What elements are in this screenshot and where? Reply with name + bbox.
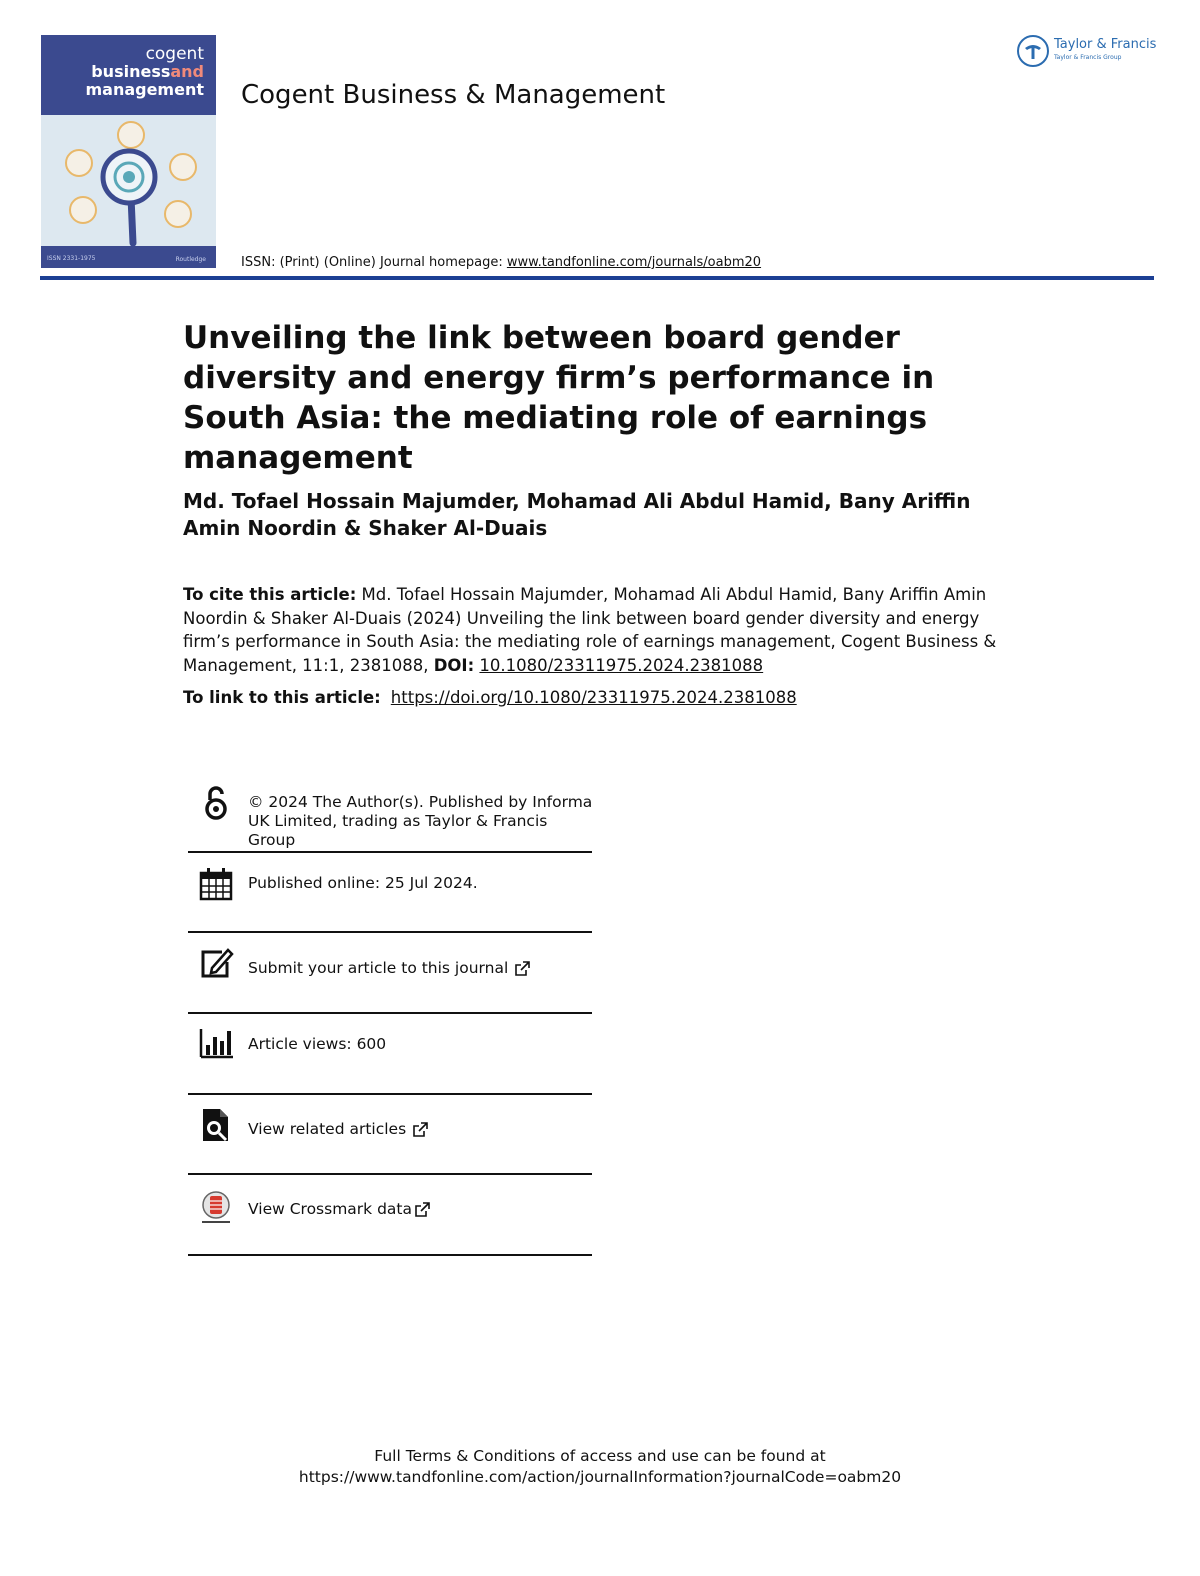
edit-document-icon	[198, 946, 234, 982]
cover-brand	[85, 45, 204, 99]
article-link-line	[183, 688, 797, 707]
cover-circle-right	[170, 154, 196, 180]
info-divider	[188, 931, 592, 933]
published-row	[190, 866, 592, 916]
info-divider	[188, 1173, 592, 1175]
header-rule	[40, 276, 1154, 280]
cover-brand-and: and	[170, 62, 204, 81]
info-divider	[188, 851, 592, 853]
related-articles-link[interactable]: View related articles	[248, 1120, 407, 1138]
journal-cover	[41, 35, 216, 268]
cite-text: Md. Tofael Hossain Majumder, Mohamad Ali Abdul Hamid, Bany Ariffin Amin Noordin & Shaker Al-Duais (2024) Unveiling the link between board gender diversity and energy firm’s performance in South Asia: the mediating role of earnings management, Cogent Business & Management, 11:1, 2381088,	[183, 585, 997, 675]
cover-brand-line1: cogent	[145, 44, 204, 64]
issn-text: ISSN: (Print) (Online) Journal homepage:	[241, 255, 507, 270]
journal-homepage-link[interactable]: www.tandfonline.com/journals/oabm20	[506, 255, 762, 270]
cover-issn: ISSN 2331-1975	[47, 255, 96, 262]
info-divider	[188, 1093, 592, 1095]
terms-url[interactable]: https://www.tandfonline.com/action/journalInformation?journalCode=oabm20	[298, 1468, 902, 1486]
published-text: Published online: 25 Jul 2024.	[248, 874, 478, 892]
info-divider	[188, 1254, 592, 1256]
bar-chart-icon	[198, 1025, 234, 1061]
related-row[interactable]	[190, 1107, 592, 1157]
cover-circle-bottom-right	[165, 201, 191, 227]
cover-circle-left	[66, 150, 92, 176]
license-row	[190, 785, 592, 847]
publisher-name: Taylor & Francis	[1054, 37, 1157, 52]
doi-link[interactable]: 10.1080/23311975.2024.2381088	[479, 655, 764, 675]
info-divider	[188, 1012, 592, 1014]
cover-circle-bottom-left	[70, 197, 96, 223]
journal-name: Cogent Business & Management	[241, 80, 666, 110]
terms-footer	[0, 1446, 1200, 1488]
external-link-icon	[412, 1122, 428, 1138]
submit-row[interactable]	[190, 946, 592, 996]
cover-brand-line3: management	[85, 80, 204, 99]
article-title: Unveiling the link between board gender diversity and energy firm’s performance in South Asia: the mediating role of earnings management	[183, 320, 935, 476]
views-row	[190, 1025, 592, 1075]
issn-line	[241, 255, 761, 270]
open-access-icon	[198, 785, 234, 821]
external-link-icon	[414, 1202, 430, 1218]
doi-label: DOI:	[433, 655, 475, 675]
taylor-francis-logo[interactable]	[1016, 34, 1161, 70]
cover-circle-top	[118, 122, 144, 148]
cover-publisher-logo: Routledge	[175, 256, 206, 263]
calendar-icon	[198, 866, 234, 902]
citation	[183, 583, 1013, 677]
article-url-link[interactable]: https://doi.org/10.1080/23311975.2024.2381088	[390, 688, 797, 707]
terms-line: Full Terms & Conditions of access and use can be found at	[374, 1447, 826, 1465]
link-label: To link to this article:	[183, 688, 381, 707]
cover-brand-business: business	[91, 62, 171, 81]
article-authors: Md. Tofael Hossain Majumder, Mohamad Ali Abdul Hamid, Bany Ariffin Amin Noordin & Shaker Al-Duais	[183, 489, 971, 540]
crossmark-link[interactable]: View Crossmark data	[248, 1200, 412, 1218]
crossmark-icon	[198, 1189, 234, 1225]
external-link-icon	[514, 961, 530, 977]
publisher-subname: Taylor & Francis Group	[1054, 54, 1122, 61]
license-text: © 2024 The Author(s). Published by Informa UK Limited, trading as Taylor & Francis Group	[248, 793, 593, 849]
search-document-icon	[198, 1107, 234, 1143]
cite-label: To cite this article:	[183, 585, 357, 604]
crossmark-row[interactable]	[190, 1189, 592, 1239]
taylor-francis-emblem-icon	[1016, 34, 1050, 68]
submit-link[interactable]: Submit your article to this journal	[248, 959, 509, 977]
views-text: Article views: 600	[248, 1035, 387, 1053]
target-ring-inner	[123, 171, 135, 183]
cover-illustration	[41, 115, 216, 246]
